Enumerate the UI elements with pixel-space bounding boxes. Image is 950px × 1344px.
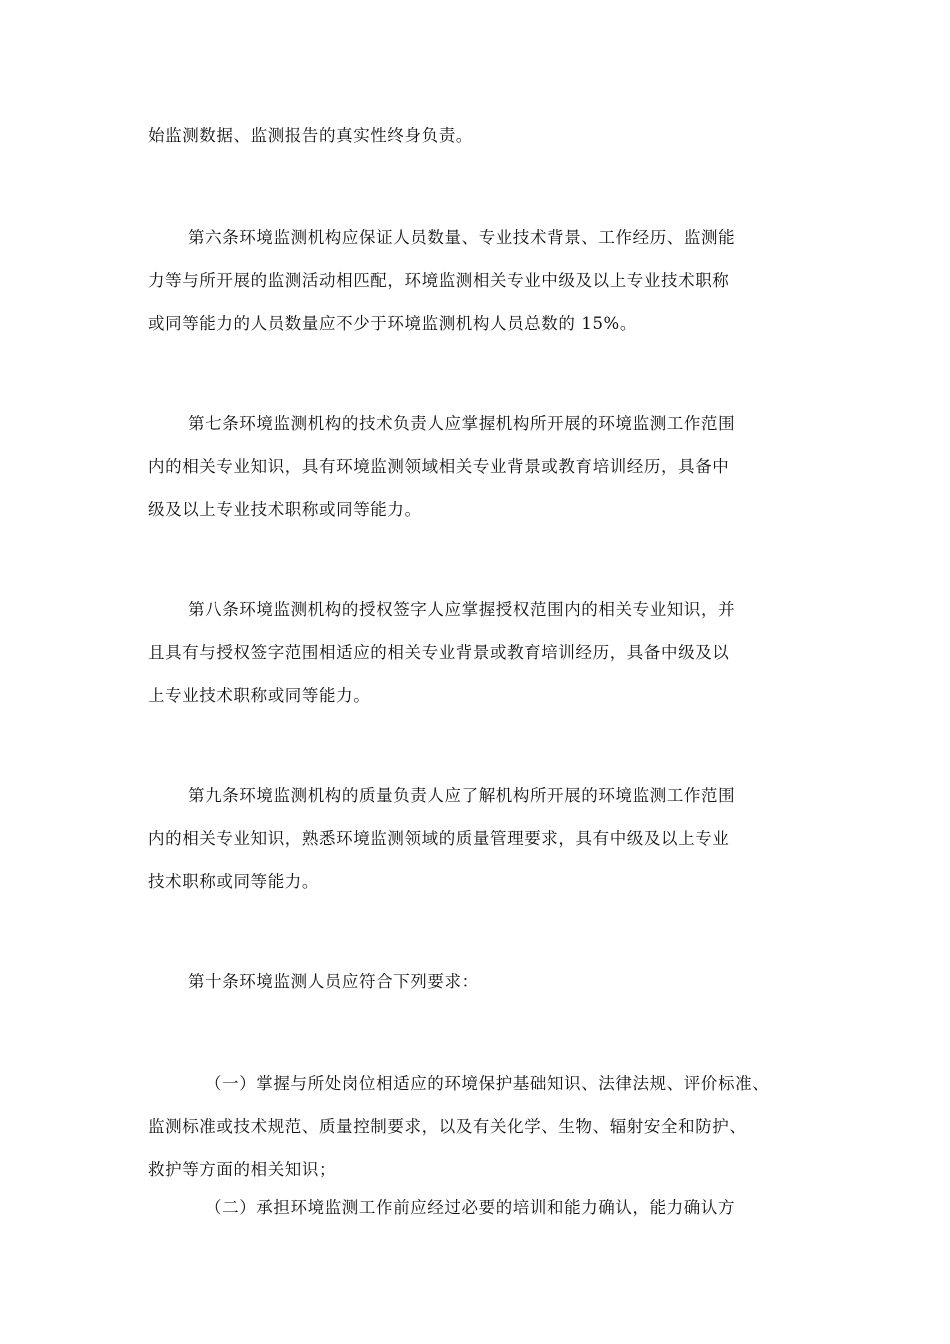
paragraph-line: 始监测数据、监测报告的真实性终身负责。: [148, 126, 473, 145]
item-1-line-3: 救护等方面的相关知识；: [148, 1160, 337, 1179]
article-9-line-3: 技术职称或同等能力。: [148, 872, 319, 891]
article-8-line-2: 且具有与授权签字范围相适应的相关专业背景或教育培训经历，具备中级及以: [148, 643, 730, 662]
article-10-line-1: 第十条环境监测人员应符合下列要求：: [188, 972, 479, 991]
article-6-line-2: 力等与所开展的监测活动相匹配，环境监测相关专业中级及以上专业技术职称: [148, 271, 730, 290]
item-2-line-1: （二）承担环境监测工作前应经过必要的培训和能力确认，能力确认方: [205, 1198, 736, 1217]
article-6-line-3: 或同等能力的人员数量应不少于环境监测机构人员总数的 15%。: [148, 314, 637, 333]
article-7-line-1: 第七条环境监测机构的技术负责人应掌握机构所开展的环境监测工作范围: [188, 414, 736, 433]
item-1-line-1: （一）掌握与所处岗位相适应的环境保护基础知识、法律法规、评价标准、: [205, 1074, 770, 1093]
article-8-line-3: 上专业技术职称或同等能力。: [148, 686, 371, 705]
article-6-line-1: 第六条环境监测机构应保证人员数量、专业技术背景、工作经历、监测能: [188, 228, 736, 247]
article-9-line-1: 第九条环境监测机构的质量负责人应了解机构所开展的环境监测工作范围: [188, 786, 736, 805]
article-7-line-3: 级及以上专业技术职称或同等能力。: [148, 500, 422, 519]
article-8-line-1: 第八条环境监测机构的授权签字人应掌握授权范围内的相关专业知识，并: [188, 600, 736, 619]
item-1-line-2: 监测标准或技术规范、质量控制要求，以及有关化学、生物、辐射安全和防护、: [148, 1117, 747, 1136]
article-7-line-2: 内的相关专业知识，具有环境监测领域相关专业背景或教育培训经历，具备中: [148, 457, 730, 476]
article-9-line-2: 内的相关专业知识，熟悉环境监测领域的质量管理要求，具有中级及以上专业: [148, 829, 730, 848]
